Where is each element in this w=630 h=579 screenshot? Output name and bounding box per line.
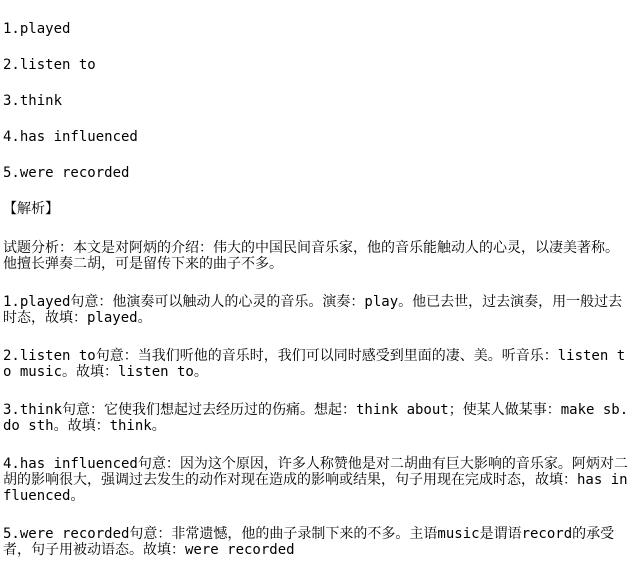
answer-item-5: 5.were recorded <box>3 165 130 181</box>
answer-item-2: 2.listen to <box>3 57 96 73</box>
explanation-paragraph-4: 4.has influenced句意：因为这个原因，许多人称赞他是对二胡曲有巨大影响的音乐家。阿炳对二胡的影响很大，强调过去发生的动作对现在造成的影响或结果，句子用现在完成时态，故填：has influenced。 <box>3 456 628 504</box>
answer-item-3: 3.think <box>3 93 63 109</box>
explanation-paragraph-2: 2.listen to句意：当我们听他的音乐时，我们可以同时感受到里面的凄、美。听音乐：listen to music。故填：listen to。 <box>3 348 626 380</box>
answer-item-4: 4.has influenced <box>3 129 138 145</box>
explanation-paragraph-5: 5.were recorded句意：非常遗憾，他的曲子录制下来的不多。主语music是谓语record的承受者，句子用被动语态。故填：were recorded <box>3 526 615 558</box>
explanation-paragraph-3: 3.think句意：它使我们想起过去经历过的伤痛。想起：think about；使某人做某事：make sb. do sth。故填：think。 <box>3 402 629 434</box>
answer-item-1: 1.played <box>3 21 71 37</box>
analysis-section-header: 【解析】 <box>3 201 59 217</box>
explanation-paragraph-1: 1.played句意：他演奏可以触动人的心灵的音乐。演奏：play。他已去世，过去演奏，用一般过去时态，故填：played。 <box>3 294 623 326</box>
analysis-intro-paragraph: 试题分析：本文是对阿炳的介绍：伟大的中国民间音乐家，他的音乐能触动人的心灵，以凄美著称。他擅长弹奏二胡，可是留传下来的曲子不多。 <box>3 240 619 272</box>
answers-list <box>3 22 630 180</box>
